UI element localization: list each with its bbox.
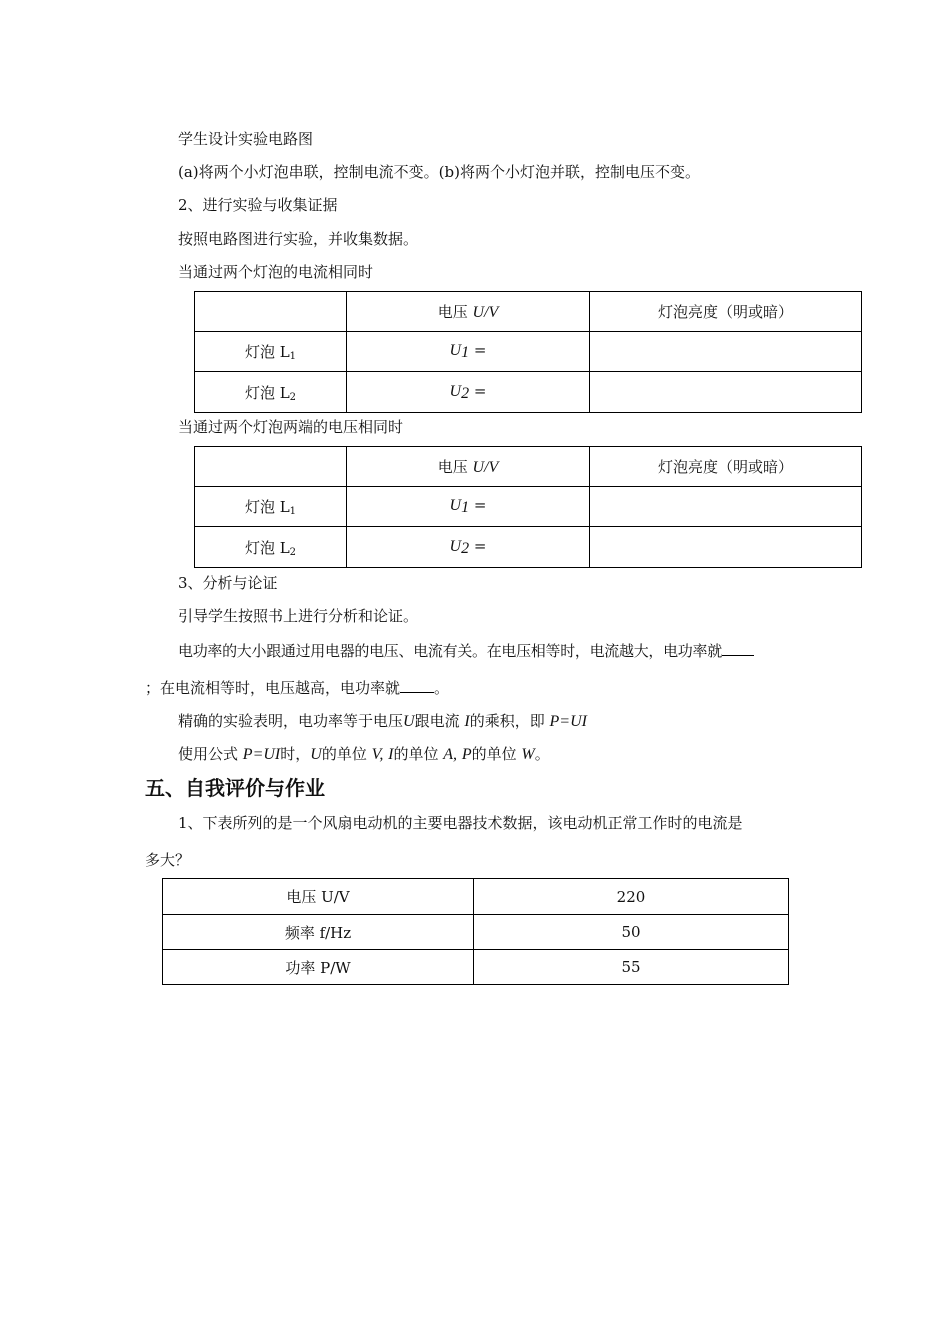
design-line: 学生设计实验电路图 bbox=[178, 130, 314, 148]
lamp-cell: 灯泡 $L_2$ bbox=[195, 527, 347, 568]
brightness-cell bbox=[590, 527, 862, 568]
step2-title: 2、进行实验与收集证据 bbox=[178, 196, 338, 214]
spec-label-cell: 频率 f/Hz bbox=[163, 915, 474, 950]
header-cell-voltage: 电压 U/V bbox=[347, 292, 590, 332]
answer-blank-2[interactable] bbox=[400, 678, 434, 693]
voltage-cell: $U_2$ = bbox=[347, 527, 590, 568]
table-row bbox=[195, 527, 862, 568]
header-cell-brightness: 灯泡亮度（明或暗） bbox=[590, 292, 862, 332]
options-line: (a)将两个小灯泡串联，控制电流不变。(b)将两个小灯泡并联，控制电压不变。 bbox=[178, 163, 700, 181]
header-cell-empty bbox=[195, 292, 347, 332]
conclusion-line: 精确的实验表明，电功率等于电压U跟电流 I的乘积，即 P=UI bbox=[178, 712, 587, 730]
lamp-cell: 灯泡 $L_1$ bbox=[195, 487, 347, 527]
table-same-voltage-caption: 当通过两个灯泡两端的电压相同时 bbox=[178, 418, 404, 436]
table-row bbox=[195, 332, 862, 372]
brightness-cell bbox=[590, 372, 862, 413]
table-same-voltage bbox=[194, 446, 862, 568]
table-row bbox=[163, 950, 789, 985]
table-row bbox=[195, 372, 862, 413]
voltage-cell: $U_2$ = bbox=[347, 372, 590, 413]
spec-label-cell: 功率 P/W bbox=[163, 950, 474, 985]
step2-text: 按照电路图进行实验，并收集数据。 bbox=[178, 230, 419, 248]
step3-title: 3、分析与论证 bbox=[178, 574, 278, 592]
table-same-current bbox=[194, 291, 862, 413]
lamp-cell: 灯泡 $L_1$ bbox=[195, 332, 347, 372]
spec-value-cell: 55 bbox=[474, 950, 789, 985]
voltage-cell: $U_1$ = bbox=[347, 487, 590, 527]
table-row bbox=[163, 915, 789, 950]
header-cell-empty bbox=[195, 447, 347, 487]
question-1-line2: 多大？ bbox=[145, 851, 191, 869]
question-1-line1: 1、下表所列的是一个风扇电动机的主要电器技术数据，该电动机正常工作时的电流是 bbox=[178, 814, 743, 832]
spec-label-cell: 电压 U/V bbox=[163, 879, 474, 915]
table-same-current-caption: 当通过两个灯泡的电流相同时 bbox=[178, 263, 374, 281]
spec-value-cell: 220 bbox=[474, 879, 789, 915]
header-cell-voltage: 电压 U/V bbox=[347, 447, 590, 487]
table-row bbox=[163, 879, 789, 915]
section-five-heading: 五、自我评价与作业 bbox=[145, 776, 325, 800]
guide-text: 引导学生按照书上进行分析和论证。 bbox=[178, 607, 419, 625]
brightness-cell bbox=[590, 487, 862, 527]
spec-table bbox=[162, 878, 789, 985]
units-line: 使用公式 P=UI时，U的单位 V, I的单位 A, P的单位 W。 bbox=[178, 745, 550, 763]
lamp-cell: 灯泡 $L_2$ bbox=[195, 372, 347, 413]
brightness-cell bbox=[590, 332, 862, 372]
analysis-paragraph-line2: ；在电流相等时，电压越高，电功率就 。 bbox=[145, 679, 450, 697]
spec-value-cell: 50 bbox=[474, 915, 789, 950]
analysis-paragraph-line1: 电功率的大小跟通过用电器的电压、电流有关。在电压相等时，电流越大，电功率就 bbox=[178, 640, 754, 661]
table-row bbox=[195, 487, 862, 527]
voltage-cell: $U_1$ = bbox=[347, 332, 590, 372]
header-cell-brightness: 灯泡亮度（明或暗） bbox=[590, 447, 862, 487]
answer-blank-1[interactable] bbox=[722, 641, 754, 656]
